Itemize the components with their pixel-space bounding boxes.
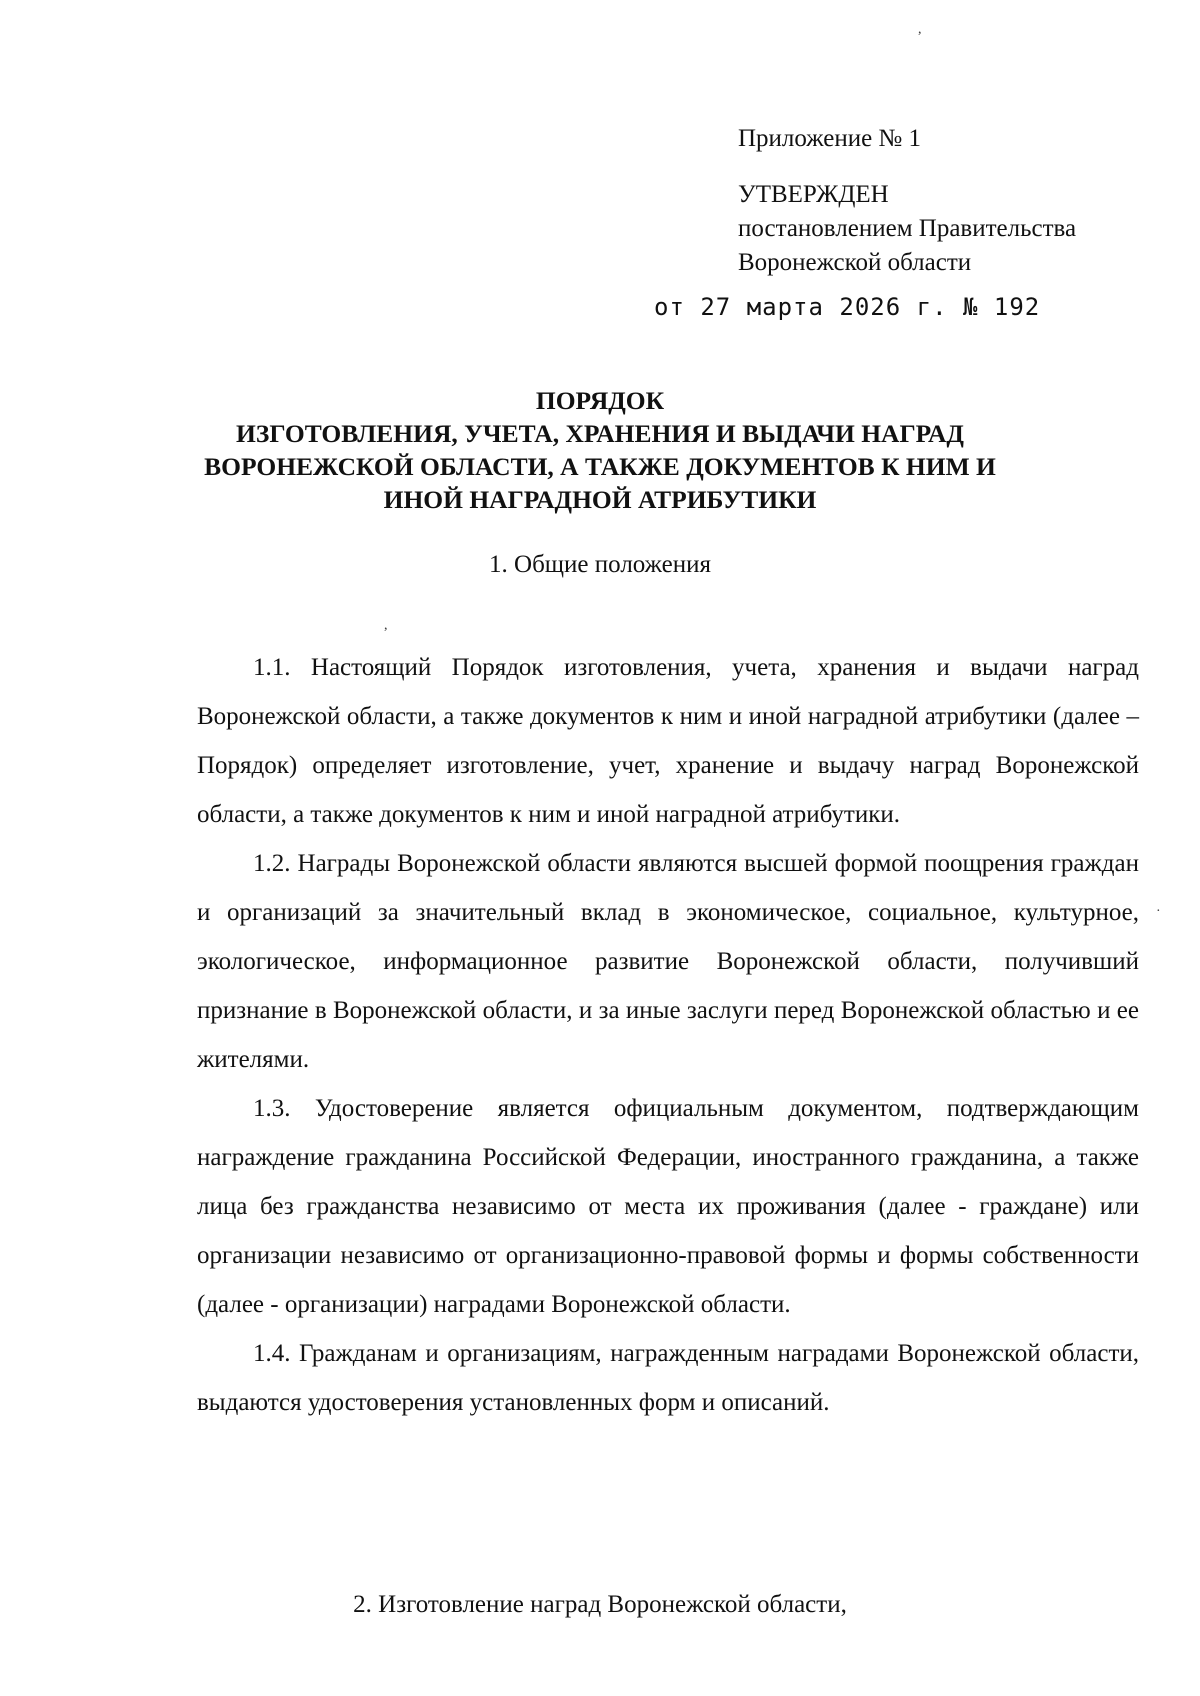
approved-by-line2: Воронежской области — [738, 249, 972, 276]
paragraph-1-1: 1.1. Настоящий Порядок изготовления, учета, хранения и выдачи наград Воронежской области, а также документов к ним и иной наградной атрибутики (далее – Порядок) определяет изготовление, учет, хранение и выдачу наград Воронежской области, а также документов к ним и иной наградной атрибутики. — [197, 654, 1139, 828]
title-line-1: ПОРЯДОК — [535, 386, 665, 415]
document-title — [170, 384, 1030, 516]
paragraph-1-2: 1.2. Награды Воронежской области являются высшей формой поощрения граждан и организаций за значительный вклад в экономическое, социальное, культурное, экологическое, информационное развитие Воронежской области, получивший признание в Воронежской области, и за иные заслуги перед Воронежской областью и ее жителями. — [197, 850, 1139, 1073]
section-1-heading: 1. Общие положения — [489, 551, 711, 578]
title-line-3: ВОРОНЕЖСКОЙ ОБЛАСТИ, А ТАКЖЕ ДОКУМЕНТОВ К НИМ И — [204, 452, 996, 481]
title-line-4: ИНОЙ НАГРАДНОЙ АТРИБУТИКИ — [383, 485, 817, 514]
scan-speck: , — [384, 618, 388, 633]
section-1-body — [197, 643, 1139, 1427]
section-2-heading: 2. Изготовление наград Воронежской области, — [353, 1591, 847, 1618]
title-line-2: ИЗГОТОВЛЕНИЯ, УЧЕТА, ХРАНЕНИЯ И ВЫДАЧИ НАГРАД — [236, 419, 964, 448]
appendix-label: Приложение № 1 — [738, 125, 922, 152]
approved-label: УТВЕРЖДЕН — [738, 181, 889, 208]
approval-stamp — [654, 122, 1178, 321]
scan-speck: · — [1156, 904, 1161, 919]
paragraph-1-4: 1.4. Гражданам и организациям, награжденным наградами Воронежской области, выдаются удостоверения установленных форм и описаний. — [197, 1340, 1139, 1416]
scan-speck: , — [918, 22, 922, 37]
approved-by-line1: постановлением Правительства — [738, 215, 1077, 242]
paragraph-1-3: 1.3. Удостоверение является официальным документом, подтверждающим награждение гражданина Российской Федерации, иностранного гражданина, а также лица без гражданства независимо от места их проживания (далее - граждане) или организации независимо от организационно-правовой формы и формы собственности (далее - организации) наградами Воронежской области. — [197, 1095, 1139, 1318]
resolution-date: от 27 марта 2026 г. № 192 — [654, 293, 1041, 321]
